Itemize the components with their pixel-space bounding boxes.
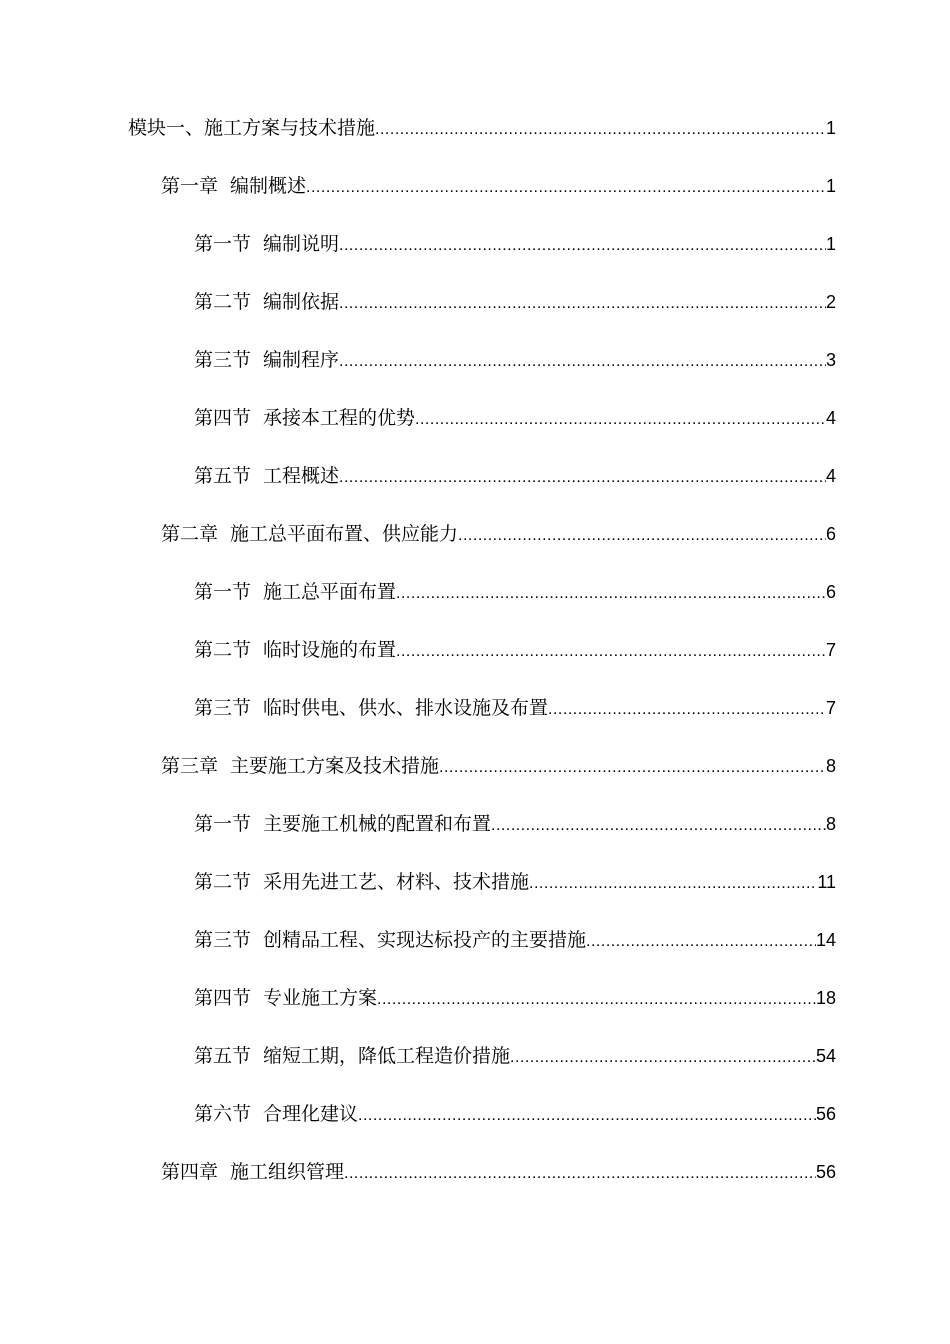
dot-leader [458,507,826,565]
dot-leader [548,681,826,739]
toc-entry[interactable] [0,332,950,390]
dot-leader [339,449,826,507]
dot-leader [439,739,826,797]
toc-entry-number: 模块一、 [128,117,205,139]
dot-leader [358,1087,816,1145]
toc-entry-title: 专业施工方案 [263,987,378,1009]
dot-leader [415,391,826,449]
toc-entry-page-number: 14 [815,930,836,950]
toc-entry-title: 编制概述 [230,175,307,197]
toc-entry-number: 第三节 [194,349,252,371]
toc-entry-title: 工程概述 [263,465,340,487]
toc-entry[interactable] [0,1086,950,1144]
toc-entry-title: 承接本工程的优势 [263,407,416,429]
toc-entry[interactable] [0,158,950,216]
toc-entry-title: 施工方案与技术措施 [204,117,376,139]
toc-entry[interactable] [0,796,950,854]
toc-entry[interactable] [0,564,950,622]
dot-leader [491,797,826,855]
dot-leader [529,855,817,913]
toc-entry-title: 临时供电、供水、排水设施及布置 [263,697,549,719]
toc-entry-page-number: 1 [825,118,836,138]
dot-leader [339,217,826,275]
toc-entry-number: 第四章 [161,1161,219,1183]
dot-leader [306,159,826,217]
toc-entry[interactable] [0,680,950,738]
toc-entry-title: 施工总平面布置、供应能力 [230,523,459,545]
toc-entry-page-number: 1 [825,234,836,254]
toc-entry-number: 第三节 [194,697,252,719]
dot-leader [510,1029,816,1087]
toc-entry[interactable] [0,390,950,448]
toc-entry-title: 临时设施的布置 [263,639,397,661]
toc-entry[interactable] [0,1028,950,1086]
toc-entry-page-number: 7 [825,640,836,660]
toc-entry[interactable] [0,854,950,912]
toc-entry-page-number: 3 [825,350,836,370]
toc-entry[interactable] [0,274,950,332]
toc-entry-page-number: 56 [815,1104,836,1124]
toc-entry-number: 第五节 [194,465,252,487]
toc-entry-title: 编制说明 [263,233,340,255]
toc-entry-page-number: 8 [825,814,836,834]
toc-entry-title: 缩短工期，降低工程造价措施 [263,1045,511,1067]
toc-entry[interactable] [0,970,950,1028]
toc-entry-page-number: 6 [825,524,836,544]
toc-entry[interactable] [0,622,950,680]
toc-entry-page-number: 6 [825,582,836,602]
toc-entry-number: 第二节 [194,291,252,313]
dot-leader [344,1145,816,1203]
toc-entry-page-number: 1 [825,176,836,196]
dot-leader [339,333,826,391]
toc-entry-title: 施工组织管理 [230,1161,345,1183]
dot-leader [339,275,826,333]
toc-entry-title: 施工总平面布置 [263,581,397,603]
dot-leader [375,101,826,159]
toc-entry-title: 合理化建议 [263,1103,359,1125]
toc-entry-number: 第二节 [194,871,252,893]
toc-entry-number: 第一节 [194,813,252,835]
toc-entry-title: 创精品工程、实现达标投产的主要措施 [263,929,587,951]
toc-entry[interactable] [0,216,950,274]
toc-entry-number: 第三章 [161,755,219,777]
table-of-contents [0,100,950,1202]
toc-entry-number: 第三节 [194,929,252,951]
toc-entry-title: 采用先进工艺、材料、技术措施 [263,871,530,893]
toc-entry[interactable] [0,448,950,506]
toc-entry-title: 编制程序 [263,349,340,371]
toc-entry-title: 主要施工机械的配置和布置 [263,813,492,835]
toc-entry[interactable] [0,738,950,796]
dot-leader [396,565,826,623]
toc-entry-page-number: 8 [825,756,836,776]
toc-entry-number: 第二节 [194,639,252,661]
toc-entry-number: 第四节 [194,407,252,429]
toc-entry-title: 编制依据 [263,291,340,313]
toc-entry-page-number: 2 [825,292,836,312]
toc-entry[interactable] [0,1144,950,1202]
toc-entry-number: 第二章 [161,523,219,545]
toc-entry[interactable] [0,100,950,158]
toc-entry-page-number: 56 [815,1162,836,1182]
dot-leader [377,971,816,1029]
toc-entry-page-number: 4 [825,408,836,428]
toc-entry-number: 第一节 [194,233,252,255]
toc-entry-title: 主要施工方案及技术措施 [230,755,440,777]
toc-entry-number: 第四节 [194,987,252,1009]
toc-entry-number: 第一节 [194,581,252,603]
toc-entry-number: 第一章 [161,175,219,197]
toc-entry[interactable] [0,912,950,970]
toc-entry[interactable] [0,506,950,564]
toc-entry-number: 第五节 [194,1045,252,1067]
toc-entry-page-number: 11 [817,872,836,892]
toc-entry-page-number: 54 [815,1046,836,1066]
toc-entry-page-number: 7 [825,698,836,718]
toc-entry-page-number: 18 [815,988,836,1008]
toc-entry-number: 第六节 [194,1103,252,1125]
dot-leader [396,623,826,681]
dot-leader [586,913,816,971]
toc-entry-page-number: 4 [825,466,836,486]
